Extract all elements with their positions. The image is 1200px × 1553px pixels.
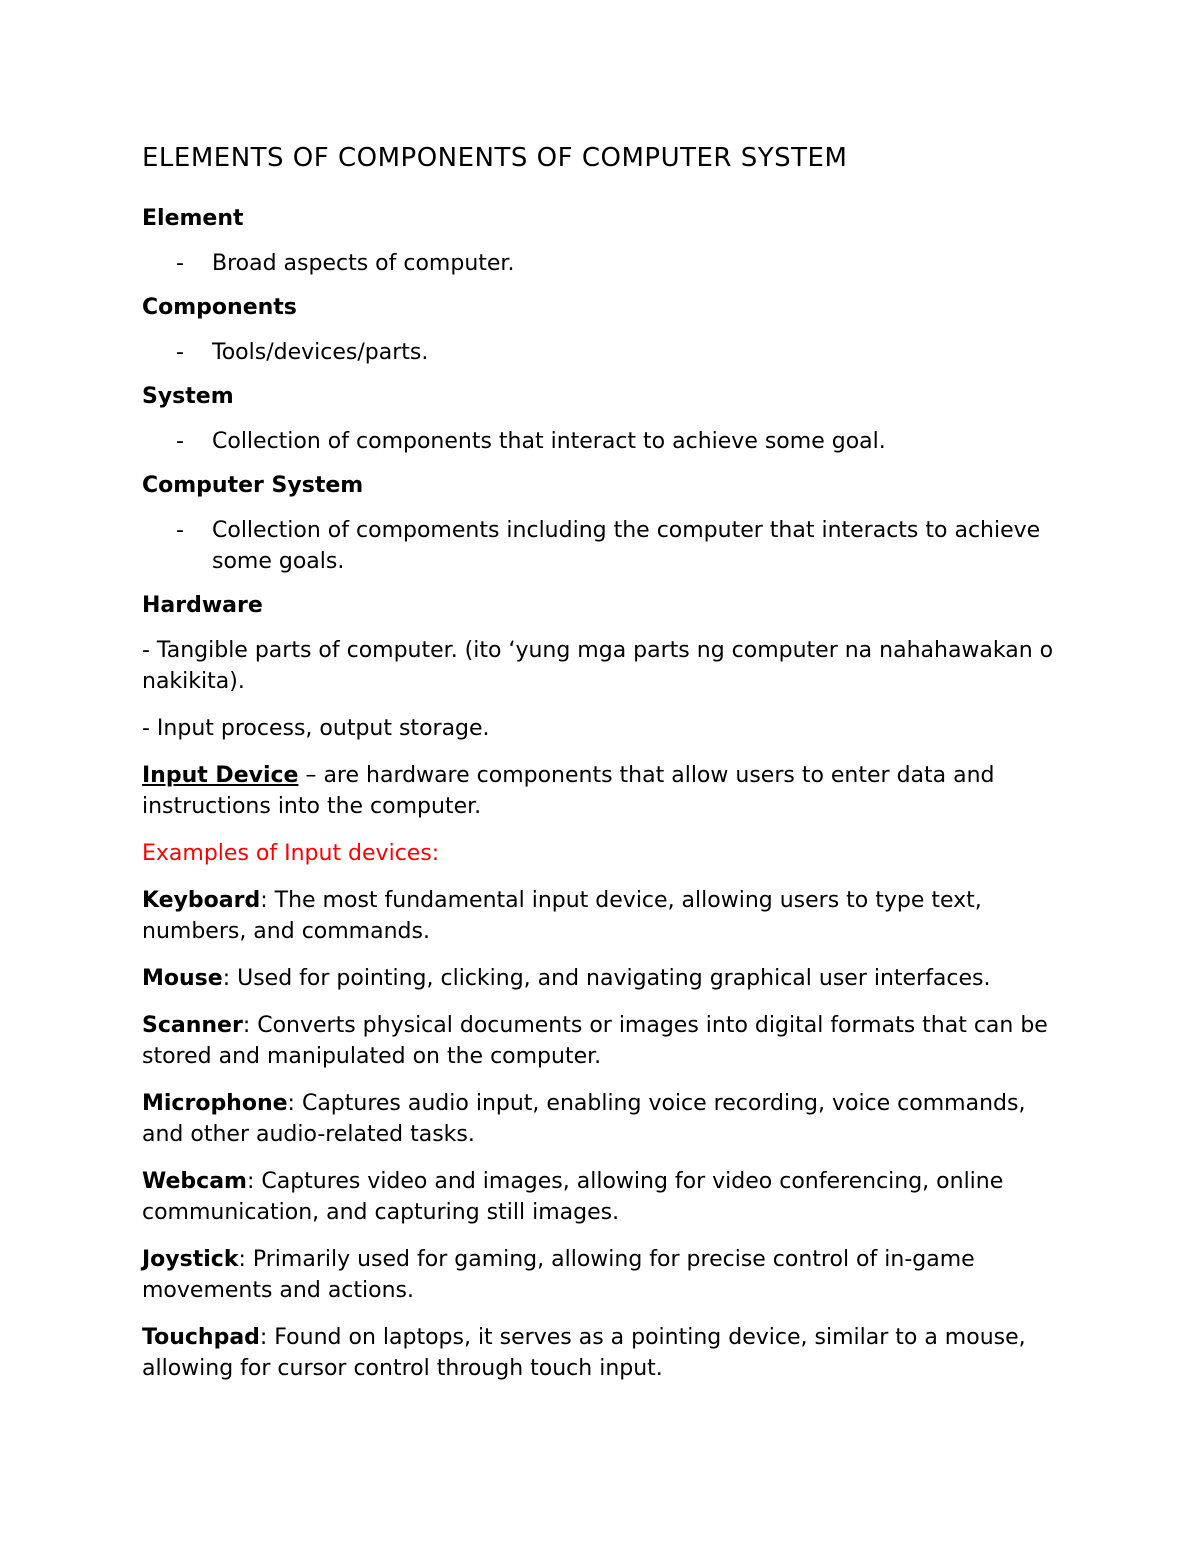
- bullet-dash: -: [176, 251, 184, 276]
- definition-text: Collection of compoments including the computer that interacts to achieve some goals.: [212, 518, 1041, 574]
- definition-text: Broad aspects of computer.: [212, 251, 515, 276]
- example-name: Keyboard: [142, 888, 261, 913]
- examples-heading: Examples of Input devices:: [142, 841, 440, 866]
- input-device-term: Input Device: [142, 763, 299, 788]
- example-webcam: [142, 1166, 1072, 1228]
- example-name: Webcam: [142, 1169, 247, 1194]
- definition-text: Tools/devices/parts.: [212, 340, 429, 365]
- example-name: Touchpad: [142, 1325, 260, 1350]
- example-desc: : Converts physical documents or images into digital formats that can be stored and manipulated on the computer.: [142, 1013, 1048, 1069]
- input-device-desc: – are hardware components that allow users to enter data and instructions into the computer.: [142, 763, 995, 819]
- bullet-dash: -: [176, 340, 184, 365]
- example-joystick: [142, 1244, 1072, 1306]
- definition-system: [142, 426, 1072, 457]
- definition-components: [142, 337, 1072, 368]
- hardware-line-2: - Input process, output storage.: [142, 716, 490, 741]
- page-title: ELEMENTS OF COMPONENTS OF COMPUTER SYSTEM: [142, 143, 848, 173]
- example-name: Scanner: [142, 1013, 243, 1038]
- input-device-definition: [142, 760, 1072, 822]
- example-keyboard: [142, 885, 1072, 947]
- bullet-dash: -: [176, 518, 184, 543]
- example-desc: : Found on laptops, it serves as a pointing device, similar to a mouse, allowing for cursor control through touch input.: [142, 1325, 1026, 1381]
- example-name: Mouse: [142, 966, 223, 991]
- example-name: Joystick: [142, 1247, 239, 1272]
- term-computer-system: Computer System: [142, 473, 364, 498]
- example-desc: : The most fundamental input device, allowing users to type text, numbers, and commands.: [142, 888, 982, 944]
- example-name: Microphone: [142, 1091, 288, 1116]
- document-body: [142, 138, 1072, 1400]
- example-desc: : Captures audio input, enabling voice recording, voice commands, and other audio-related tasks.: [142, 1091, 1026, 1147]
- definition-text: Collection of components that interact to achieve some goal.: [212, 429, 886, 454]
- hardware-line-1: - Tangible parts of computer. (ito ‘yung mga parts ng computer na nahahawakan o nakikita).: [142, 638, 1054, 694]
- bullet-dash: -: [176, 429, 184, 454]
- term-components: Components: [142, 295, 297, 320]
- definition-computer-system: [142, 515, 1072, 577]
- term-hardware: Hardware: [142, 593, 263, 618]
- example-desc: : Primarily used for gaming, allowing for precise control of in-game movements and actions.: [142, 1247, 975, 1303]
- definition-element: [142, 248, 1072, 279]
- example-desc: : Captures video and images, allowing for video conferencing, online communication, and capturing still images.: [142, 1169, 1004, 1225]
- example-mouse: [142, 963, 1072, 994]
- term-system: System: [142, 384, 234, 409]
- term-element: Element: [142, 206, 244, 231]
- example-microphone: [142, 1088, 1072, 1150]
- example-scanner: [142, 1010, 1072, 1072]
- example-touchpad: [142, 1322, 1072, 1384]
- example-desc: : Used for pointing, clicking, and navigating graphical user interfaces.: [222, 966, 991, 991]
